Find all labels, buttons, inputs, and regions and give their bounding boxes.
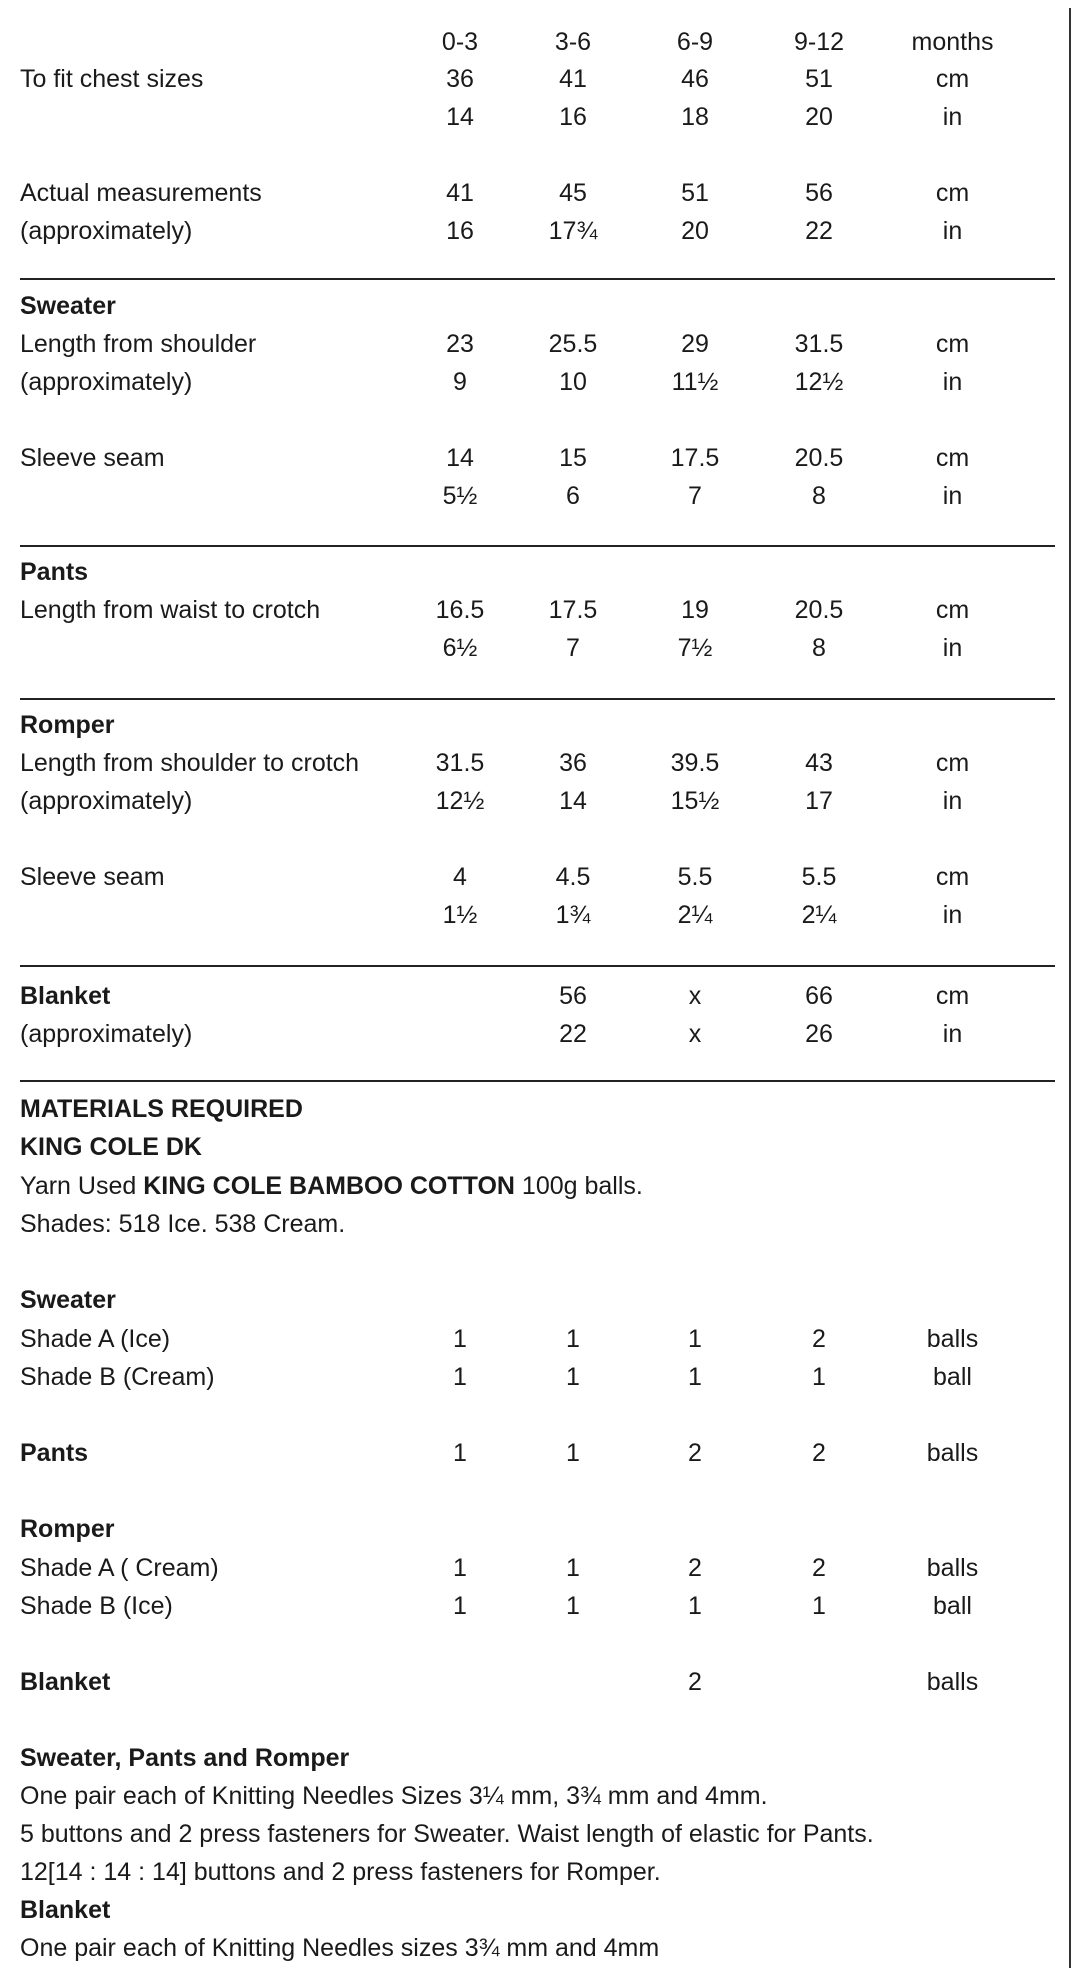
cell: 41 bbox=[559, 65, 587, 93]
pants-length-label: Length from waist to crotch bbox=[20, 596, 321, 624]
cell: 7 bbox=[566, 634, 580, 662]
pants-length-in-row bbox=[0, 629, 1070, 667]
cell: 15 bbox=[559, 444, 587, 472]
unit-balls: balls bbox=[926, 1325, 979, 1353]
size-col-4: 9-12 bbox=[793, 28, 845, 56]
cell: 46 bbox=[681, 65, 709, 93]
cell: 4.5 bbox=[555, 863, 591, 891]
unit-in: in bbox=[942, 901, 963, 929]
cell: 7 bbox=[688, 482, 702, 510]
unit-cm: cm bbox=[935, 596, 970, 624]
size-unit: months bbox=[911, 28, 994, 56]
unit-ball: ball bbox=[933, 1363, 972, 1391]
shade-a-label: Shade A (Ice) bbox=[20, 1325, 171, 1353]
cell: 36 bbox=[446, 65, 474, 93]
cell: 1 bbox=[453, 1554, 467, 1582]
cell: 39.5 bbox=[670, 749, 720, 777]
cell: 1 bbox=[688, 1592, 702, 1620]
mat-romper-heading-row bbox=[0, 1510, 1070, 1548]
cell: 10 bbox=[559, 368, 587, 396]
unit-cm: cm bbox=[935, 982, 970, 1010]
mat-romper-a-row bbox=[0, 1549, 1070, 1587]
unit-in: in bbox=[942, 787, 963, 815]
cell: 1 bbox=[453, 1439, 467, 1467]
cell: 66 bbox=[805, 982, 833, 1010]
blanket-needles-line: One pair each of Knitting Needles sizes 3¾ mm and 4mm bbox=[20, 1934, 660, 1962]
sweater-sleeve-in-row bbox=[0, 477, 1070, 515]
mat-pants-title: Pants bbox=[20, 1439, 89, 1467]
blanket-needles-title: Blanket bbox=[20, 1896, 111, 1924]
needles-title: Sweater, Pants and Romper bbox=[20, 1744, 350, 1772]
cell: 56 bbox=[559, 982, 587, 1010]
needles-line-2: 5 buttons and 2 press fasteners for Sweater. Waist length of elastic for Pants. bbox=[20, 1820, 874, 1848]
cell: 20 bbox=[681, 217, 709, 245]
cell: 14 bbox=[446, 103, 474, 131]
unit-in: in bbox=[942, 103, 963, 131]
cell: x bbox=[688, 982, 702, 1010]
cell: 1 bbox=[453, 1363, 467, 1391]
mat-sweater-title: Sweater bbox=[20, 1286, 116, 1314]
cell: 41 bbox=[446, 179, 474, 207]
divider bbox=[20, 278, 1055, 280]
cell: 8 bbox=[812, 634, 826, 662]
cell: 17.5 bbox=[548, 596, 598, 624]
cell: 26 bbox=[805, 1020, 833, 1048]
cell: 31.5 bbox=[435, 749, 485, 777]
cell: 22 bbox=[805, 217, 833, 245]
shades-line: Shades: 518 Ice. 538 Cream. bbox=[20, 1210, 346, 1238]
blanket-sublabel: (approximately) bbox=[20, 1020, 193, 1048]
cell: 25.5 bbox=[548, 330, 598, 358]
cell: 6½ bbox=[442, 634, 478, 662]
cell: 20.5 bbox=[794, 596, 844, 624]
unit-cm: cm bbox=[935, 330, 970, 358]
romper-sleeve-label: Sleeve seam bbox=[20, 863, 165, 891]
sweater-length-in-row bbox=[0, 363, 1070, 401]
divider bbox=[20, 1080, 1055, 1082]
unit-in: in bbox=[942, 634, 963, 662]
unit-balls: balls bbox=[926, 1439, 979, 1467]
blanket-in-row bbox=[0, 1015, 1070, 1053]
mat-sweater-heading-row bbox=[0, 1281, 1070, 1319]
materials-brand: KING COLE DK bbox=[20, 1133, 202, 1161]
chest-cm-row bbox=[0, 60, 1070, 98]
mat-blanket-title: Blanket bbox=[20, 1668, 111, 1696]
cell: 1 bbox=[566, 1554, 580, 1582]
actual-label: Actual measurements bbox=[20, 179, 262, 207]
mat-romper-b-row bbox=[0, 1587, 1070, 1625]
mat-sweater-b-row bbox=[0, 1358, 1070, 1396]
cell: 18 bbox=[681, 103, 709, 131]
cell: 1 bbox=[688, 1363, 702, 1391]
cell: 1 bbox=[566, 1325, 580, 1353]
divider bbox=[20, 965, 1055, 967]
romper-title: Romper bbox=[20, 711, 115, 739]
cell: 4 bbox=[453, 863, 467, 891]
cell: 5½ bbox=[442, 482, 478, 510]
cell: 51 bbox=[681, 179, 709, 207]
pants-heading-row bbox=[0, 553, 1070, 591]
unit-cm: cm bbox=[935, 749, 970, 777]
divider bbox=[20, 545, 1055, 547]
cell: 19 bbox=[681, 596, 709, 624]
romper-length-sublabel: (approximately) bbox=[20, 787, 193, 815]
blanket-title: Blanket bbox=[20, 982, 111, 1010]
unit-cm: cm bbox=[935, 65, 970, 93]
cell: 1 bbox=[812, 1363, 826, 1391]
size-col-3: 6-9 bbox=[676, 28, 714, 56]
cell: 56 bbox=[805, 179, 833, 207]
needles-line-1: One pair each of Knitting Needles Sizes 3¼ mm, 3¾ mm and 4mm. bbox=[20, 1782, 768, 1810]
cell: 2 bbox=[688, 1554, 702, 1582]
cell: 12½ bbox=[435, 787, 485, 815]
cell: 51 bbox=[805, 65, 833, 93]
sweater-sleeve-label: Sleeve seam bbox=[20, 444, 165, 472]
sweater-sleeve-cm-row bbox=[0, 439, 1070, 477]
actual-sublabel: (approximately) bbox=[20, 217, 193, 245]
cell: 12½ bbox=[794, 368, 844, 396]
unit-ball: ball bbox=[933, 1592, 972, 1620]
cell: 15½ bbox=[670, 787, 720, 815]
chest-in-row bbox=[0, 98, 1070, 136]
materials-heading: MATERIALS REQUIRED bbox=[20, 1095, 303, 1123]
size-header-row bbox=[0, 23, 1070, 61]
cell: 2 bbox=[688, 1668, 702, 1696]
cell: 16 bbox=[559, 103, 587, 131]
unit-in: in bbox=[942, 217, 963, 245]
cell: 2 bbox=[812, 1439, 826, 1467]
cell: 45 bbox=[559, 179, 587, 207]
cell: 17 bbox=[805, 787, 833, 815]
chest-label: To fit chest sizes bbox=[20, 65, 204, 93]
cell: 1 bbox=[812, 1592, 826, 1620]
actual-cm-row bbox=[0, 174, 1070, 212]
blanket-cm-row bbox=[0, 977, 1070, 1015]
mat-sweater-a-row bbox=[0, 1320, 1070, 1358]
cell: x bbox=[688, 1020, 702, 1048]
shade-b-label: Shade B (Cream) bbox=[20, 1363, 215, 1391]
yarn-used-line bbox=[20, 1167, 643, 1205]
cell: 23 bbox=[446, 330, 474, 358]
cell: 2 bbox=[812, 1554, 826, 1582]
cell: 29 bbox=[681, 330, 709, 358]
cell: 6 bbox=[566, 482, 580, 510]
romper-length-label: Length from shoulder to crotch bbox=[20, 749, 360, 777]
cell: 31.5 bbox=[794, 330, 844, 358]
romper-sleeve-in-row bbox=[0, 896, 1070, 934]
cell: 17.5 bbox=[670, 444, 720, 472]
unit-balls: balls bbox=[926, 1668, 979, 1696]
yarn-suffix: 100g balls. bbox=[514, 1172, 643, 1200]
cell: 2 bbox=[812, 1325, 826, 1353]
unit-in: in bbox=[942, 1020, 963, 1048]
cell: 14 bbox=[559, 787, 587, 815]
mat-blanket-row bbox=[0, 1663, 1070, 1701]
yarn-name: KING COLE BAMBOO COTTON bbox=[143, 1172, 515, 1200]
cell: 1 bbox=[453, 1325, 467, 1353]
shade-b-label: Shade B (Ice) bbox=[20, 1592, 173, 1620]
cell: 1 bbox=[566, 1439, 580, 1467]
mat-pants-row bbox=[0, 1434, 1070, 1472]
pants-title: Pants bbox=[20, 558, 89, 586]
cell: 1½ bbox=[442, 901, 478, 929]
mat-romper-title: Romper bbox=[20, 1515, 115, 1543]
cell: 1¾ bbox=[555, 901, 591, 929]
cell: 8 bbox=[812, 482, 826, 510]
cell: 1 bbox=[566, 1592, 580, 1620]
unit-in: in bbox=[942, 368, 963, 396]
size-col-2: 3-6 bbox=[554, 28, 592, 56]
sweater-length-sublabel: (approximately) bbox=[20, 368, 193, 396]
cell: 11½ bbox=[671, 368, 719, 396]
size-col-1: 0-3 bbox=[441, 28, 479, 56]
cell: 5.5 bbox=[677, 863, 713, 891]
cell: 17¾ bbox=[548, 217, 598, 245]
cell: 14 bbox=[446, 444, 474, 472]
cell: 2¼ bbox=[677, 901, 713, 929]
sweater-length-label: Length from shoulder bbox=[20, 330, 257, 358]
cell: 16.5 bbox=[435, 596, 485, 624]
sweater-length-cm-row bbox=[0, 325, 1070, 363]
shade-a-label: Shade A ( Cream) bbox=[20, 1554, 219, 1582]
cell: 1 bbox=[566, 1363, 580, 1391]
romper-length-in-row bbox=[0, 782, 1070, 820]
romper-length-cm-row bbox=[0, 744, 1070, 782]
cell: 7½ bbox=[677, 634, 713, 662]
sweater-heading-row bbox=[0, 287, 1070, 325]
cell: 1 bbox=[688, 1325, 702, 1353]
cell: 2 bbox=[688, 1439, 702, 1467]
cell: 43 bbox=[805, 749, 833, 777]
actual-in-row bbox=[0, 212, 1070, 250]
cell: 9 bbox=[453, 368, 467, 396]
cell: 2¼ bbox=[801, 901, 837, 929]
cell: 16 bbox=[446, 217, 474, 245]
unit-cm: cm bbox=[935, 444, 970, 472]
yarn-prefix: Yarn Used bbox=[20, 1172, 144, 1200]
cell: 5.5 bbox=[801, 863, 837, 891]
unit-cm: cm bbox=[935, 863, 970, 891]
romper-sleeve-cm-row bbox=[0, 858, 1070, 896]
pants-length-cm-row bbox=[0, 591, 1070, 629]
unit-in: in bbox=[942, 482, 963, 510]
cell: 36 bbox=[559, 749, 587, 777]
unit-balls: balls bbox=[926, 1554, 979, 1582]
sweater-title: Sweater bbox=[20, 292, 116, 320]
needles-line-3: 12[14 : 14 : 14] buttons and 2 press fasteners for Romper. bbox=[20, 1858, 661, 1886]
cell: 1 bbox=[453, 1592, 467, 1620]
cell: 22 bbox=[559, 1020, 587, 1048]
divider bbox=[20, 698, 1055, 700]
romper-heading-row bbox=[0, 706, 1070, 744]
cell: 20 bbox=[805, 103, 833, 131]
cell: 20.5 bbox=[794, 444, 844, 472]
unit-cm: cm bbox=[935, 179, 970, 207]
